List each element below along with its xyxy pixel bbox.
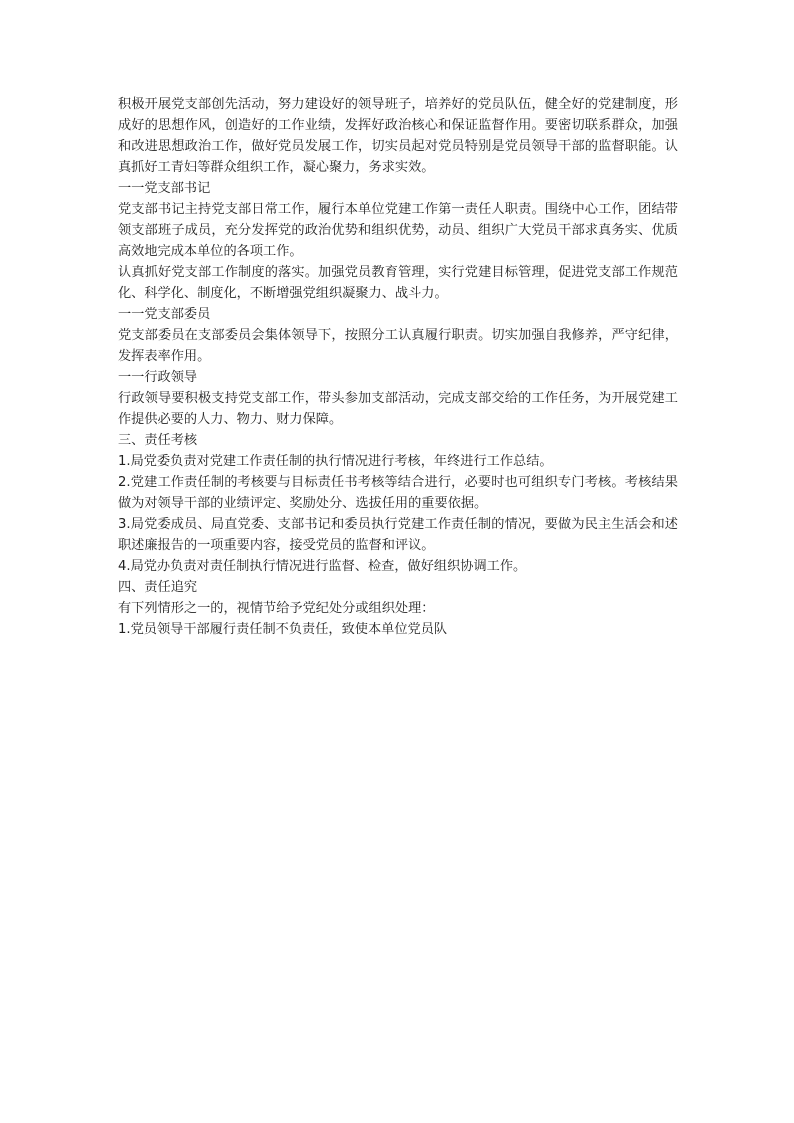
heading-committee-member: 一一党支部委员	[118, 307, 211, 322]
heading-section-4: 四、责任追究	[118, 580, 198, 595]
assessment-item-3: 3.局党委成员、局直党委、支部书记和委员执行党建工作责任制的情况，要做为民主生活会和述职述廉报告的一项重要内容，接受党员的监督和评议。	[118, 517, 678, 553]
assessment-item-4: 4.局党办负责对责任制执行情况进行监督、检查，做好组织协调工作。	[118, 559, 527, 574]
intro-paragraph: 积极开展党支部创先活动，努力建设好的领导班子，培养好的党员队伍，健全好的党建制度，形成好的思想作风，创造好的工作业绩，发挥好政治核心和保证监督作用。要密切联系群众，加强和改进思想政治工作，做好党员发展工作，切实员起对党员特别是党员领导干部的监督职能。认真抓好工青妇等群众组织工作，凝心聚力，务求实效。	[118, 97, 678, 175]
document-page	[118, 94, 678, 640]
secretary-duty-paragraph-1: 党支部书记主持党支部日常工作，履行本单位党建工作第一责任人职责。围绕中心工作，团结带领支部班子成员，充分发挥党的政治优势和组织优势，动员、组织广大党员干部求真务实、优质高效地完成本单位的各项工作。	[118, 202, 678, 259]
secretary-duty-paragraph-2: 认真抓好党支部工作制度的落实。加强党员教育管理，实行党建目标管理，促进党支部工作规范化、科学化、制度化，不断增强党组织凝聚力、战斗力。	[118, 265, 678, 301]
heading-administrative-leader: 一一行政领导	[118, 370, 198, 385]
accountability-item-1: 1.党员领导干部履行责任制不负责任，致使本单位党员队	[118, 622, 448, 637]
assessment-item-1: 1.局党委负责对党建工作责任制的执行情况进行考核，年终进行工作总结。	[118, 454, 553, 469]
administrative-duty-paragraph: 行政领导要积极支持党支部工作，带头参加支部活动，完成支部交给的工作任务，为开展党建工作提供必要的人力、物力、财力保障。	[118, 391, 678, 427]
heading-section-3: 三、责任考核	[118, 433, 198, 448]
heading-party-secretary: 一一党支部书记	[118, 181, 211, 196]
committee-duty-paragraph: 党支部委员在支部委员会集体领导下，按照分工认真履行职责。切实加强自我修养，严守纪律，发挥表率作用。	[118, 328, 678, 364]
accountability-intro: 有下列情形之一的，视情节给予党纪处分或组织处理：	[118, 601, 435, 616]
assessment-item-2: 2.党建工作责任制的考核要与目标责任书考核等结合进行，必要时也可组织专门考核。考核结果做为对领导干部的业绩评定、奖励处分、选拔任用的重要依据。	[118, 475, 678, 511]
